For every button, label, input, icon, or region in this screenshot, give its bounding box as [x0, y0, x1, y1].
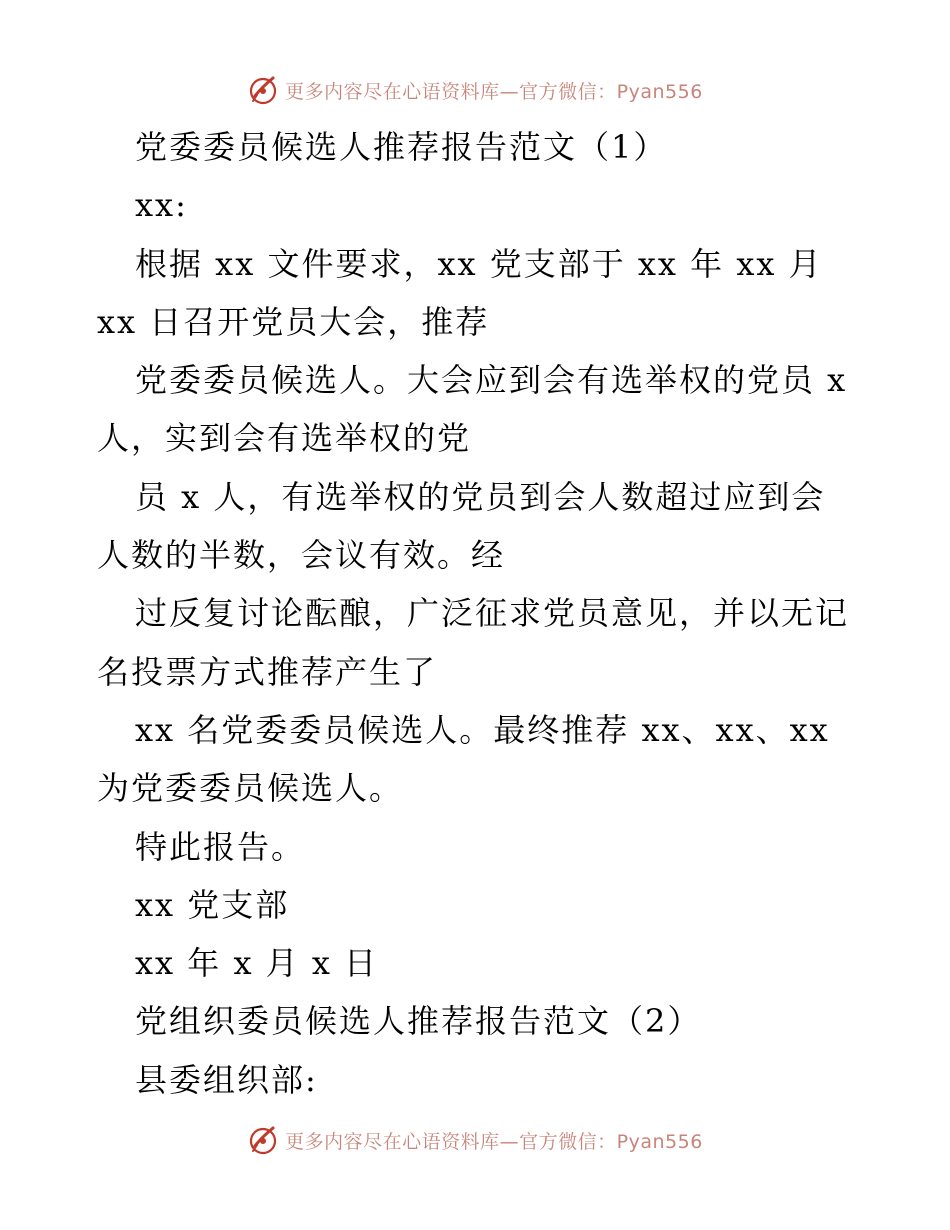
quill-pen-logo-icon: [247, 1124, 279, 1156]
doc-line: 特此报告。: [135, 827, 306, 866]
doc-line: 员 x 人，有选举权的党员到会人数超过应到会: [135, 477, 826, 516]
doc-line: 党委委员候选人推荐报告范文（1）: [135, 128, 668, 166]
footer-watermark: [0, 1120, 950, 1160]
doc-line: 党委委员候选人。大会应到会有选举权的党员 x: [135, 361, 848, 400]
watermark-text: 更多内容尽在心语资料库—官方微信：Pyan556: [285, 80, 703, 103]
doc-line: 为党委委员候选人。: [97, 769, 404, 808]
doc-line: 县委组织部:: [135, 1060, 318, 1099]
doc-line: 人，实到会有选举权的党: [97, 419, 472, 458]
doc-line: xx 日召开党员大会，推荐: [97, 302, 490, 341]
doc-line: 名投票方式推荐产生了: [97, 652, 438, 691]
doc-line: 根据 xx 文件要求，xx 党支部于 xx 年 xx 月: [135, 244, 823, 283]
document-body: [97, 118, 857, 1109]
watermark-text: 更多内容尽在心语资料库—官方微信：Pyan556: [285, 1130, 703, 1153]
doc-line: 过反复讨论酝酿，广泛征求党员意见，并以无记: [135, 594, 850, 633]
doc-line: 人数的半数，会议有效。经: [97, 536, 506, 575]
doc-line: 党组织委员候选人推荐报告范文（2）: [135, 1002, 702, 1041]
doc-line: xx:: [135, 186, 188, 225]
header-watermark: [0, 70, 950, 110]
doc-line: xx 年 x 月 x 日: [135, 944, 379, 983]
doc-line: xx 党支部: [135, 885, 290, 924]
doc-line: xx 名党委委员候选人。最终推荐 xx、xx、xx: [135, 710, 830, 749]
quill-pen-logo-icon: [247, 74, 279, 106]
